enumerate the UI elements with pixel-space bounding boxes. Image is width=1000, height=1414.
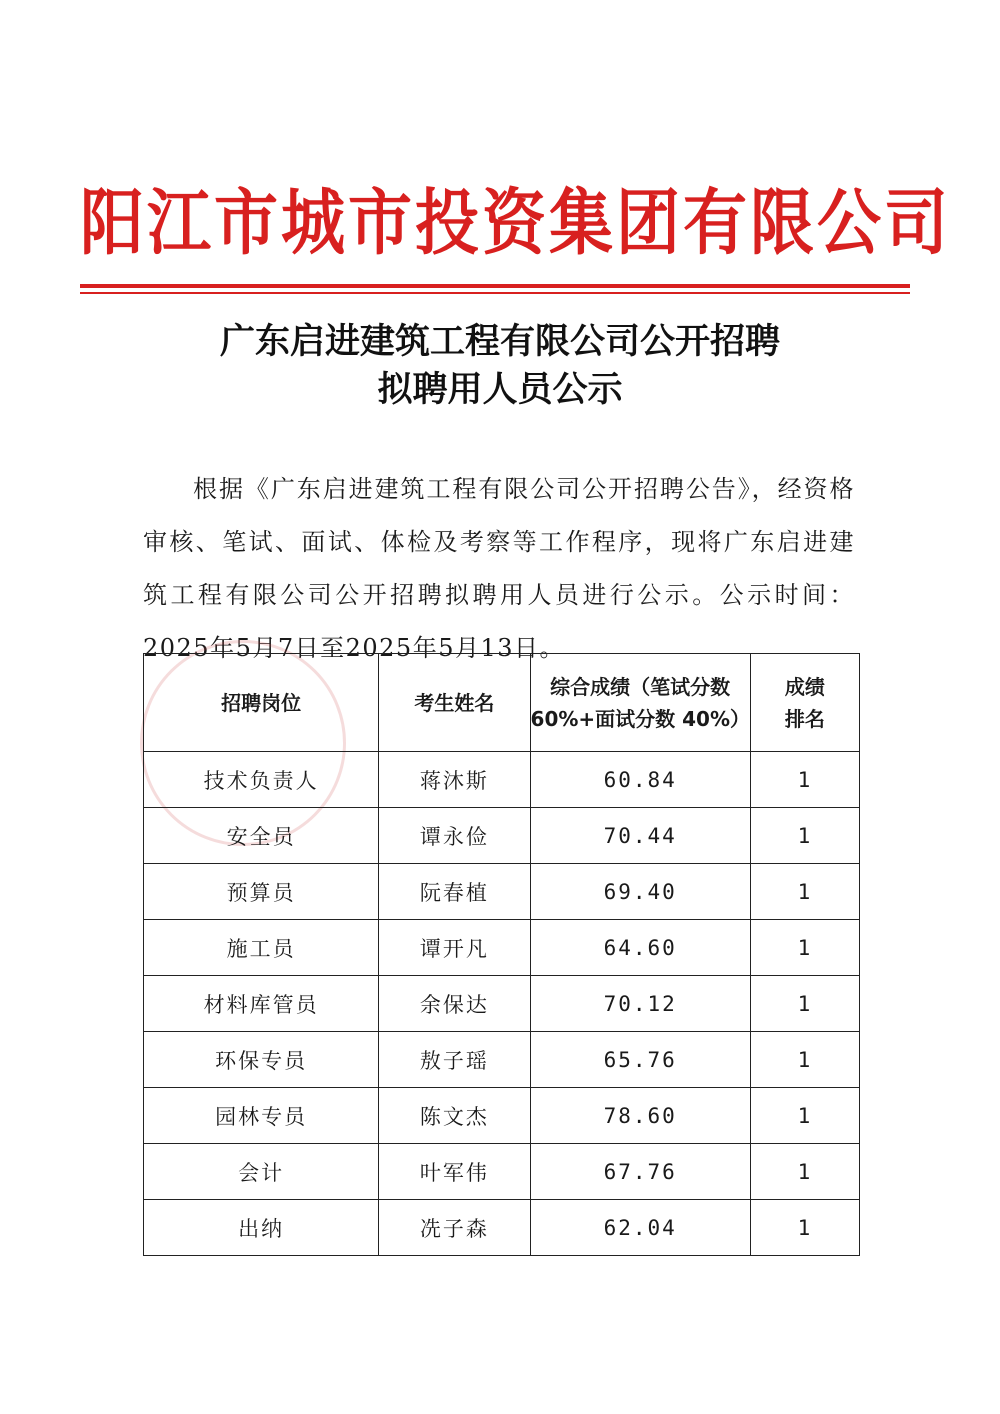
- header-name: 考生姓名: [379, 654, 530, 752]
- cell-score: 64.60: [530, 920, 750, 976]
- header-score-line-1: 综合成绩（笔试分数: [550, 674, 731, 699]
- document-title-line-1: 广东启进建筑工程有限公司公开招聘: [219, 321, 780, 362]
- header-score-line-2: 60%+面试分数 40%）: [530, 706, 750, 731]
- table-header-row: [144, 654, 860, 752]
- letterhead-rule-thick: [80, 284, 910, 288]
- header-position: 招聘岗位: [144, 654, 379, 752]
- table-row: [144, 1088, 860, 1144]
- cell-position: 安全员: [144, 808, 379, 864]
- cell-rank: 1: [750, 976, 859, 1032]
- cell-name: 阮春植: [379, 864, 530, 920]
- cell-name: 谭永俭: [379, 808, 530, 864]
- header-rank: [750, 654, 859, 752]
- cell-name: 蒋沐斯: [379, 752, 530, 808]
- cell-rank: 1: [750, 752, 859, 808]
- cell-name: 谭开凡: [379, 920, 530, 976]
- cell-rank: 1: [750, 864, 859, 920]
- cell-score: 78.60: [530, 1088, 750, 1144]
- letterhead-rule-thin: [80, 292, 910, 294]
- cell-score: 69.40: [530, 864, 750, 920]
- cell-score: 62.04: [530, 1200, 750, 1256]
- cell-name: 叶军伟: [379, 1144, 530, 1200]
- cell-position: 出纳: [144, 1200, 379, 1256]
- cell-score: 67.76: [530, 1144, 750, 1200]
- table-row: [144, 752, 860, 808]
- cell-name: 敖子瑶: [379, 1032, 530, 1088]
- table-row: [144, 808, 860, 864]
- letterhead-company-name: 阳江市城市投资集团有限公司: [80, 181, 951, 266]
- cell-score: 60.84: [530, 752, 750, 808]
- table-row: [144, 920, 860, 976]
- cell-rank: 1: [750, 1144, 859, 1200]
- header-rank-line-2: 排名: [784, 706, 825, 731]
- cell-rank: 1: [750, 808, 859, 864]
- cell-rank: 1: [750, 1032, 859, 1088]
- cell-score: 65.76: [530, 1032, 750, 1088]
- cell-position: 环保专员: [144, 1032, 379, 1088]
- cell-position: 材料库管员: [144, 976, 379, 1032]
- cell-name: 陈文杰: [379, 1088, 530, 1144]
- cell-position: 施工员: [144, 920, 379, 976]
- cell-rank: 1: [750, 1088, 859, 1144]
- cell-position: 技术负责人: [144, 752, 379, 808]
- header-rank-line-1: 成绩: [784, 674, 825, 699]
- cell-rank: 1: [750, 920, 859, 976]
- cell-position: 会计: [144, 1144, 379, 1200]
- table-row: [144, 1144, 860, 1200]
- table-row: [144, 976, 860, 1032]
- cell-score: 70.12: [530, 976, 750, 1032]
- cell-name: 余保达: [379, 976, 530, 1032]
- candidate-results-table: [143, 653, 860, 1256]
- document-title-line-2: 拟聘用人员公示: [377, 369, 623, 410]
- table-row: [144, 1200, 860, 1256]
- header-score: [530, 654, 750, 752]
- cell-position: 预算员: [144, 864, 379, 920]
- cell-position: 园林专员: [144, 1088, 379, 1144]
- cell-score: 70.44: [530, 808, 750, 864]
- announcement-paragraph: 根据《广东启进建筑工程有限公司公开招聘公告》，经资格审核、笔试、面试、体检及考察等工作程序，现将广东启进建筑工程有限公司公开招聘拟聘用人员进行公示。公示时间：2025年5月7日至2025年5月13日。: [143, 475, 855, 662]
- table-row: [144, 864, 860, 920]
- cell-rank: 1: [750, 1200, 859, 1256]
- cell-name: 冼子森: [379, 1200, 530, 1256]
- table-row: [144, 1032, 860, 1088]
